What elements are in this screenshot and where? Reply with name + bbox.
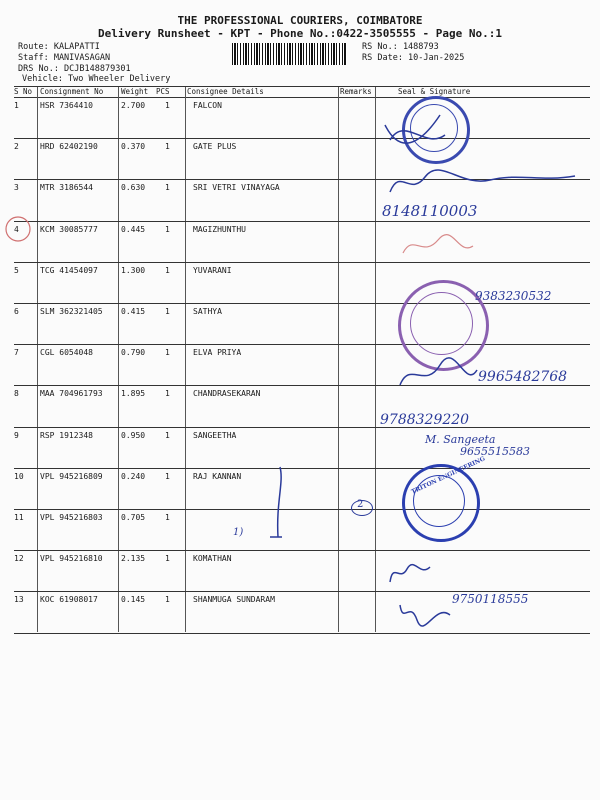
cell-wt: 0.240 bbox=[121, 471, 146, 481]
drs-number: DRS No.: DCJB148879301 bbox=[18, 64, 131, 74]
cell-name: SHANMUGA SUNDARAM bbox=[193, 595, 275, 605]
cell-sno: 2 bbox=[14, 142, 19, 152]
table-row bbox=[0, 468, 600, 509]
cell-cn: TCG 41454097 bbox=[40, 265, 98, 275]
cell-wt: 0.415 bbox=[121, 307, 146, 316]
cell-sno: 13 bbox=[14, 595, 24, 605]
col-header-seal: Seal & Signature bbox=[398, 87, 471, 96]
cell-name: CHANDRASEKARAN bbox=[193, 389, 261, 399]
cell-name: ELVA PRIYA bbox=[193, 348, 242, 358]
cell-wt: 0.145 bbox=[121, 595, 146, 605]
cell-cn: KOC 61908017 bbox=[40, 595, 98, 605]
cell-pcs: 1 bbox=[165, 471, 170, 481]
cell-sno: 7 bbox=[14, 348, 19, 358]
cell-sno: 11 bbox=[14, 513, 24, 522]
cell-wt: 2.700 bbox=[121, 101, 146, 110]
rs-number: RS No.: 1488793 bbox=[362, 42, 439, 52]
cell-pcs: 1 bbox=[165, 430, 170, 440]
signature-scribble bbox=[380, 162, 580, 202]
cell-wt: 0.790 bbox=[121, 348, 146, 358]
cell-name: RAJ KANNAN bbox=[193, 471, 242, 481]
cell-name: SRI VETRI VINAYAGA bbox=[193, 183, 280, 193]
route: Route: KALAPATTI bbox=[18, 42, 100, 52]
table-row bbox=[0, 221, 600, 262]
cell-sno: 3 bbox=[14, 183, 19, 193]
runsheet-title: Delivery Runsheet - KPT - Phone No.:0422-3505555 - Page No.:1 bbox=[98, 27, 502, 40]
handwritten-phone: 9788329220 bbox=[380, 412, 470, 428]
signature-scribble bbox=[380, 105, 450, 160]
company-title: THE PROFESSIONAL COURIERS, COIMBATORE bbox=[177, 14, 423, 27]
cell-cn: RSP 1912348 bbox=[40, 430, 93, 440]
cell-wt: 1.895 bbox=[121, 389, 146, 399]
cell-sno: 9 bbox=[14, 430, 19, 440]
signature-scribble bbox=[385, 557, 435, 587]
table-row bbox=[0, 550, 600, 591]
table-row bbox=[0, 97, 600, 138]
cell-pcs: 1 bbox=[165, 307, 170, 316]
cell-pcs: 1 bbox=[165, 183, 170, 193]
cell-pcs: 1 bbox=[165, 142, 170, 152]
cell-cn: VPL 945216803 bbox=[40, 513, 103, 522]
cell-sno: 8 bbox=[14, 389, 19, 399]
cell-pcs: 1 bbox=[165, 554, 170, 564]
cell-name: GATE PLUS bbox=[193, 142, 237, 152]
handwritten-phone: 9750118555 bbox=[452, 592, 529, 606]
handwritten-phone: 8148110003 bbox=[382, 202, 478, 220]
handwritten-phone: 9965482768 bbox=[478, 369, 568, 385]
cell-cn: VPL 945216810 bbox=[40, 554, 103, 564]
cell-name: FALCON bbox=[193, 101, 222, 110]
seal-text: TRITON ENGINEERING bbox=[410, 455, 487, 496]
pen-line bbox=[268, 462, 288, 542]
col-header-consignment: Consignment No bbox=[40, 87, 104, 96]
rs-date: RS Date: 10-Jan-2025 bbox=[362, 53, 465, 63]
handwritten-signature: M. Sangeeta bbox=[425, 433, 496, 446]
cell-name: SATHYA bbox=[193, 307, 222, 316]
cell-name: YUVARANI bbox=[193, 265, 232, 275]
col-header-remarks: Remarks bbox=[340, 87, 372, 96]
cell-cn: CGL 6054048 bbox=[40, 348, 93, 358]
col-header-weight: Weight bbox=[121, 87, 149, 96]
cell-cn: HRD 62402190 bbox=[40, 142, 98, 152]
table-row bbox=[0, 385, 600, 426]
cell-wt: 2.135 bbox=[121, 554, 146, 564]
cell-name: SANGEETHA bbox=[193, 430, 237, 440]
circled-row-mark bbox=[3, 214, 33, 244]
cell-sno: 5 bbox=[14, 265, 19, 275]
staff: Staff: MANIVASAGAN bbox=[18, 53, 111, 63]
col-header-pcs: PCS bbox=[156, 87, 170, 96]
col-header-consignee: Consignee Details bbox=[187, 87, 264, 96]
barcode bbox=[232, 43, 347, 65]
col-header-sno: S No bbox=[14, 87, 33, 96]
company-seal-stamp bbox=[410, 292, 473, 355]
table-row bbox=[0, 303, 600, 344]
cell-cn: KCM 30085777 bbox=[40, 224, 98, 234]
cell-wt: 0.630 bbox=[121, 183, 146, 193]
cell-sno: 10 bbox=[14, 471, 24, 481]
handwritten-phone: 9383230532 bbox=[475, 289, 552, 303]
handwritten-mark: 1) bbox=[233, 527, 244, 538]
vehicle: Vehicle: Two Wheeler Delivery bbox=[22, 74, 171, 84]
cell-wt: 0.950 bbox=[121, 430, 146, 440]
cell-wt: 0.705 bbox=[121, 513, 146, 522]
cell-name: KOMATHAN bbox=[193, 554, 232, 564]
signature-scribble bbox=[395, 595, 455, 630]
cell-pcs: 1 bbox=[165, 389, 170, 399]
cell-sno: 1 bbox=[14, 101, 19, 110]
cell-cn: MTR 3186544 bbox=[40, 183, 93, 193]
row-divider bbox=[14, 633, 590, 634]
cell-cn: HSR 7364410 bbox=[40, 101, 93, 110]
cell-cn: SLM 362321405 bbox=[40, 307, 103, 316]
cell-pcs: 1 bbox=[165, 224, 170, 234]
cell-pcs: 1 bbox=[165, 595, 170, 605]
cell-wt: 0.370 bbox=[121, 142, 146, 152]
cell-cn: MAA 704961793 bbox=[40, 389, 103, 399]
cell-name: MAGIZHUNTHU bbox=[193, 224, 246, 234]
cell-wt: 0.445 bbox=[121, 224, 146, 234]
remark-number: 2 bbox=[357, 499, 364, 510]
cell-pcs: 1 bbox=[165, 101, 170, 110]
handwritten-phone: 9655515583 bbox=[460, 445, 530, 458]
cell-pcs: 1 bbox=[165, 348, 170, 358]
signature-scribble bbox=[398, 228, 478, 263]
cell-pcs: 1 bbox=[165, 265, 170, 275]
cell-sno: 12 bbox=[14, 554, 24, 564]
cell-cn: VPL 945216809 bbox=[40, 471, 103, 481]
cell-wt: 1.300 bbox=[121, 265, 146, 275]
cell-sno: 4 bbox=[14, 224, 19, 234]
signature-scribble bbox=[395, 355, 480, 395]
cell-pcs: 1 bbox=[165, 513, 170, 522]
table-row bbox=[0, 509, 600, 550]
cell-sno: 6 bbox=[14, 307, 19, 316]
